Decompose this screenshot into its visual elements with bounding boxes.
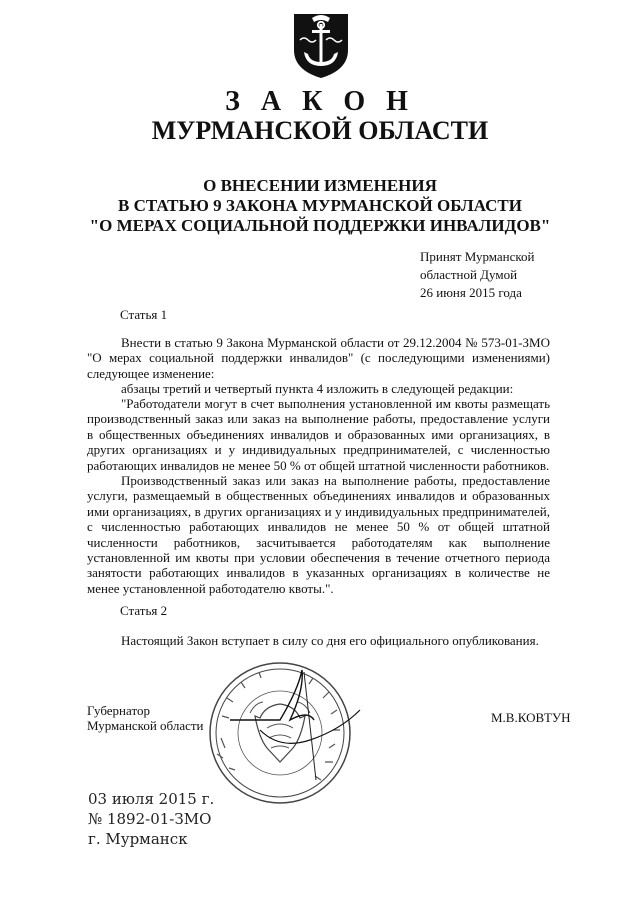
subtitle-line-1: О ВНЕСЕНИИ ИЗМЕНЕНИЯ	[203, 176, 437, 195]
adoption-line: областной Думой	[420, 267, 518, 282]
adoption-line: 26 июня 2015 года	[420, 285, 522, 300]
article-1-quote-2: Производственный заказ или заказ на выполнение работы, предоставление услуги, размещаемый в общественных объединениях инвалидов и образованных ими организациях, в других организациях и у индивидуальных предпринимателей, с численностью работающих инвалидов не менее 50 % от общей штатной численности работников, засчитывается работодателям как выполнение установленной им квоты при условии обеспечения в течение отчетного периода занятости работающих инвалидов в указанных организациях в количестве не менее установленной работодателю квоты.".	[87, 473, 550, 596]
article-2-text: Настоящий Закон вступает в силу со дня его официального опубликования.	[121, 633, 539, 648]
governor-title-line: Губернатор	[87, 703, 150, 718]
governor-signature	[220, 650, 370, 800]
registration-city: г. Мурманск	[88, 830, 188, 848]
article-1-intro: Внести в статью 9 Закона Мурманской области от 29.12.2004 № 573-01-ЗМО "О мерах социальной поддержки инвалидов" (с последующими изменениями) следующее изменение:	[87, 335, 550, 381]
governor-title	[87, 703, 204, 733]
document-region: МУРМАНСКОЙ ОБЛАСТИ	[151, 116, 489, 145]
adoption-line: Принят Мурманской	[420, 249, 535, 264]
article-1-heading: Статья 1	[120, 307, 168, 322]
registration-number: № 1892-01-ЗМО	[88, 810, 212, 828]
article-1-quote-1: "Работодатели могут в счет выполнения установленной им квоты размещать производственный заказ или заказ на выполнение работы, предоставление услуги в общественных объединениях инвалидов и образованных ими организациях, в других организациях и у индивидуальных предпринимателей, с численностью работающих инвалидов не менее 50 % от общей штатной численности работников.	[87, 396, 550, 473]
signer-name: М.В.КОВТУН	[491, 710, 571, 725]
document-title: З А К О Н	[225, 86, 415, 117]
registration-date: 03 июля 2015 г.	[88, 790, 215, 808]
article-1-instruction: абзацы третий и четвертый пункта 4 изложить в следующей редакции:	[121, 381, 514, 396]
subtitle-line-3: "О МЕРАХ СОЦИАЛЬНОЙ ПОДДЕРЖКИ ИНВАЛИДОВ"	[89, 216, 551, 235]
governor-title-line: Мурманской области	[87, 718, 204, 733]
subtitle-line-2: В СТАТЬЮ 9 ЗАКОНА МУРМАНСКОЙ ОБЛАСТИ	[118, 196, 522, 215]
article-2-heading: Статья 2	[120, 603, 168, 618]
adoption-note	[420, 248, 590, 302]
coat-of-arms-icon	[290, 10, 352, 80]
